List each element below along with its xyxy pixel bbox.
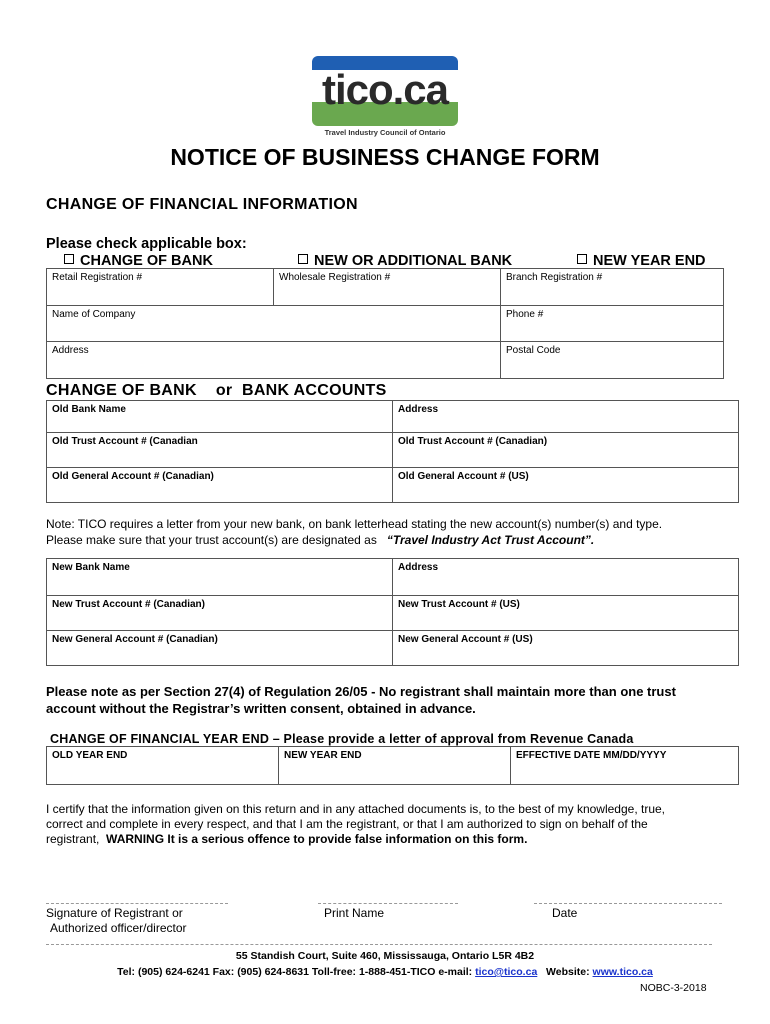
checkbox-icon[interactable] — [298, 254, 308, 264]
retail-registration-field[interactable]: Retail Registration # — [46, 268, 274, 306]
option-change-of-bank[interactable] — [64, 253, 213, 269]
check-label: Please check applicable box: — [46, 236, 247, 252]
option-label: NEW YEAR END — [593, 253, 706, 269]
old-trust-cad-right-field[interactable]: Old Trust Account # (Canadian) — [392, 432, 739, 468]
trust-designation-note — [46, 532, 594, 548]
old-general-cad-field[interactable]: Old General Account # (Canadian) — [46, 467, 393, 503]
form-code: NOBC-3-2018 — [640, 982, 707, 994]
old-trust-cad-field[interactable]: Old Trust Account # (Canadian — [46, 432, 393, 468]
trust-account-name: “Travel Industry Act Trust Account”. — [386, 533, 595, 547]
new-trust-us-field[interactable]: New Trust Account # (US) — [392, 595, 739, 631]
checkbox-icon[interactable] — [577, 254, 587, 264]
checkbox-icon[interactable] — [64, 254, 74, 264]
postal-code-field[interactable]: Postal Code — [500, 341, 724, 379]
heading-part: CHANGE OF BANK — [46, 382, 197, 399]
address-field[interactable]: Address — [46, 341, 501, 379]
logo-subtitle: Travel Industry Council of Ontario — [324, 128, 446, 137]
option-new-bank[interactable] — [298, 253, 512, 269]
website-label: Website: — [546, 966, 590, 978]
section-heading-bank — [46, 382, 387, 400]
regulation-note-line2: account without the Registrar’s written consent, obtained in advance. — [46, 701, 476, 716]
new-year-end-field[interactable]: NEW YEAR END — [278, 746, 511, 785]
new-trust-cad-field[interactable]: New Trust Account # (Canadian) — [46, 595, 393, 631]
print-name-label: Print Name — [324, 906, 385, 920]
form-title: NOTICE OF BUSINESS CHANGE FORM — [170, 144, 600, 170]
certify-text: registrant, — [46, 832, 100, 846]
heading-part: or — [215, 382, 233, 399]
branch-registration-field[interactable]: Branch Registration # — [500, 268, 724, 306]
print-name-line[interactable] — [318, 903, 458, 904]
section-heading-year-end: CHANGE OF FINANCIAL YEAR END – Please provide a letter of approval from Revenue Canada — [50, 732, 634, 746]
option-new-year-end[interactable] — [577, 253, 706, 269]
old-bank-address-field[interactable]: Address — [392, 400, 739, 433]
signature-label: Signature of Registrant or — [46, 906, 183, 920]
new-bank-address-field[interactable]: Address — [392, 558, 739, 596]
note-text: Please make sure that your trust account(s) are designated as — [46, 533, 377, 547]
footer-divider — [46, 944, 712, 945]
old-bank-name-field[interactable]: Old Bank Name — [46, 400, 393, 433]
bank-letter-note: Note: TICO requires a letter from your new bank, on bank letterhead stating the new account(s) number(s) and type. — [46, 517, 663, 531]
date-line[interactable] — [534, 903, 722, 904]
footer-address: 55 Standish Court, Suite 460, Mississauga, Ontario L5R 4B2 — [235, 950, 535, 962]
website-link[interactable]: www.tico.ca — [592, 966, 653, 978]
new-bank-name-field[interactable]: New Bank Name — [46, 558, 393, 596]
option-label: NEW OR ADDITIONAL BANK — [314, 253, 513, 269]
date-label: Date — [552, 906, 578, 920]
regulation-note-line1: Please note as per Section 27(4) of Regulation 26/05 - No registrant shall maintain more than one trust — [46, 684, 676, 699]
footer-contact — [0, 966, 770, 978]
heading-part: BANK ACCOUNTS — [241, 382, 387, 399]
certify-line2: correct and complete in every respect, and that I am the registrant, or that I am authorized to sign on behalf of the — [46, 817, 648, 831]
signature-line[interactable] — [46, 903, 228, 904]
tico-logo — [310, 56, 460, 142]
contact-text: Tel: (905) 624-6241 Fax: (905) 624-8631 Toll-free: 1-888-451-TICO e-mail: — [117, 966, 473, 978]
email-link[interactable]: tico@tico.ca — [475, 966, 538, 978]
wholesale-registration-field[interactable]: Wholesale Registration # — [273, 268, 501, 306]
section-heading-financial: CHANGE OF FINANCIAL INFORMATION — [46, 196, 358, 213]
effective-date-field[interactable]: EFFECTIVE DATE MM/DD/YYYY — [510, 746, 739, 785]
warning-text: WARNING It is a serious offence to provide false information on this form. — [106, 832, 528, 846]
certify-line3 — [46, 831, 527, 847]
option-label: CHANGE OF BANK — [80, 253, 213, 269]
logo-text: tico.ca — [321, 66, 449, 113]
phone-field[interactable]: Phone # — [500, 305, 724, 342]
new-general-us-field[interactable]: New General Account # (US) — [392, 630, 739, 666]
old-year-end-field[interactable]: OLD YEAR END — [46, 746, 279, 785]
old-general-us-field[interactable]: Old General Account # (US) — [392, 467, 739, 503]
certify-line1: I certify that the information given on this return and in any attached documents is, to the best of my knowledge, true, — [46, 802, 666, 816]
company-name-field[interactable]: Name of Company — [46, 305, 501, 342]
authorized-officer-label: Authorized officer/director — [50, 921, 187, 935]
new-general-cad-field[interactable]: New General Account # (Canadian) — [46, 630, 393, 666]
